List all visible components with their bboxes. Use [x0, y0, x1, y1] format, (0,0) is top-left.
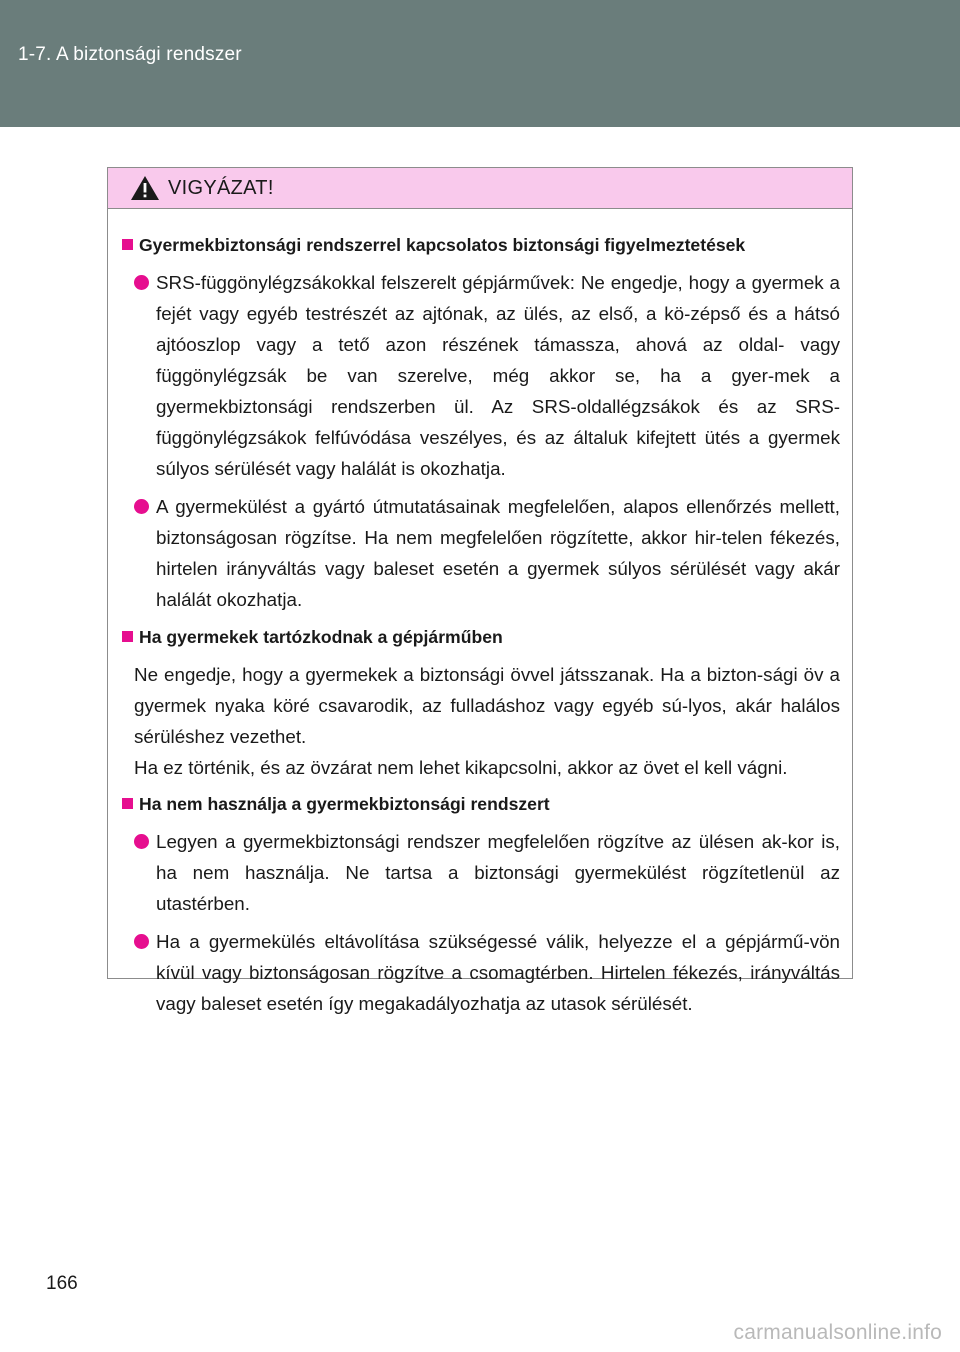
paragraph: Ha ez történik, és az övzárat nem lehet kikapcsolni, akkor az övet el kell vágni.: [134, 757, 788, 778]
list-item: [134, 267, 840, 484]
warning-body: [108, 209, 852, 1019]
warning-triangle-icon: [130, 175, 160, 201]
warning-header: [108, 168, 852, 209]
list-item-text: A gyermekülést a gyártó útmutatásainak megfelelően, alapos ellenőrzés mellett, biztonságosan rögzítse. Ha nem megfelelően rögzítette, akkor hir-telen fékezés, hirtelen irányváltás vagy baleset esetén a gyermek súlyos sérülését vagy akár halálát okozhatja.: [156, 496, 840, 610]
list-item: [134, 491, 840, 615]
header-band: [0, 0, 960, 127]
section-title: 1-7. A biztonsági rendszer: [18, 44, 242, 65]
circle-bullet-icon: [134, 499, 149, 514]
warning-box: [107, 167, 853, 1014]
list-item-text: Legyen a gyermekbiztonsági rendszer megfelelően rögzítve az ülésen ak-kor is, ha nem használja. Ne tartsa a biztonsági gyermekülést rögzítetlenül az utastérben.: [156, 831, 840, 914]
circle-bullet-icon: [134, 934, 149, 949]
square-bullet-icon: [122, 239, 133, 250]
warning-label: VIGYÁZAT!: [168, 176, 274, 199]
section-heading-text: Ha nem használja a gyermekbiztonsági rendszert: [139, 794, 550, 814]
square-bullet-icon: [122, 798, 133, 809]
section-heading: [122, 789, 840, 820]
section-heading: [122, 230, 840, 261]
paragraph: Ne engedje, hogy a gyermekek a biztonsági övvel játsszanak. Ha a bizton-sági öv a gyermek nyaka köré csavarodik, az fulladáshoz vagy egyéb sú-lyos, akár halálos sérüléshez vezethet.: [134, 664, 840, 747]
circle-bullet-icon: [134, 834, 149, 849]
section-heading: [122, 622, 840, 653]
section-heading-text: Gyermekbiztonsági rendszerrel kapcsolatos biztonsági figyelmeztetések: [139, 235, 746, 255]
watermark: carmanualsonline.info: [733, 1321, 942, 1344]
list-item-text: SRS-függönylégzsákokkal felszerelt gépjárművek: Ne engedje, hogy a gyermek a fejét vagy egyéb testrészét az ajtónak, az ülés, az első, a kö-zépső és a hátsó ajtóoszlop vagy a tető azon részének támassza, ahová az oldal- vagy függönylégzsák be van szerelve, még akkor se, ha a gyer-mek a gyermekbiztonsági rendszerben ül. Az SRS-oldallégzsákok és az SRS-függönylégzsákok felfúvódása veszélyes, és az általuk kifejtett ütés a gyermek súlyos sérülését vagy halálát is okozhatja.: [156, 272, 840, 479]
circle-bullet-icon: [134, 275, 149, 290]
page-number: 166: [46, 1273, 78, 1294]
square-bullet-icon: [122, 631, 133, 642]
list-item: [134, 826, 840, 919]
list-item: [134, 926, 840, 1019]
section-heading-text: Ha gyermekek tartózkodnak a gépjárműben: [139, 627, 503, 647]
list-item-text: Ha a gyermekülés eltávolítása szükségessé válik, helyezze el a gépjármű-vön kívül vagy biztonságosan rögzítve a csomagtérben. Hirtelen fékezés, irányváltás vagy baleset esetén így megakadályozhatja az utasok sérülését.: [156, 931, 840, 1014]
